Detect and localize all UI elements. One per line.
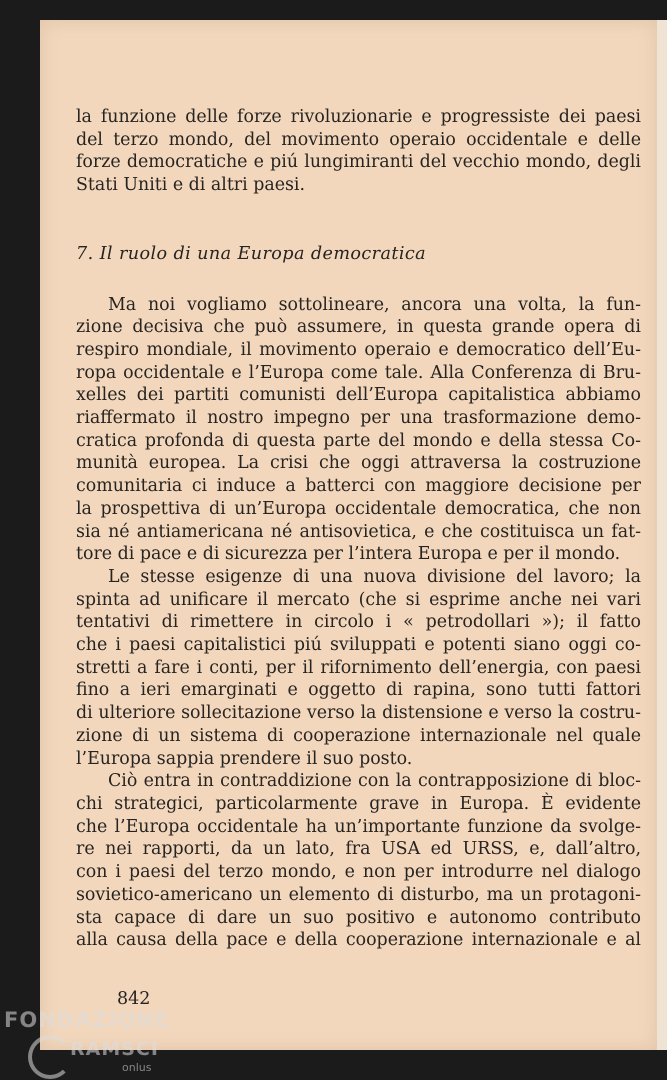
text-line: Le stesse esigenze di una nuova divisione del lavoro; la <box>108 566 641 587</box>
page-edge <box>657 20 667 1050</box>
text-line: comunitaria ci induce a batterci con maggiore decisione per <box>76 476 641 497</box>
text-line: sta capace di dare un suo positivo e autonomo contributo <box>76 907 641 928</box>
paragraph-3 <box>76 770 641 952</box>
text-line: tore di pace e di sicurezza per l’intera Europa e per il mondo. <box>76 544 621 565</box>
text-line: che i paesi capitalistici piú sviluppati e potenti siano oggi co- <box>76 635 641 656</box>
text-line: la prospettiva di un’Europa occidentale democratica, che non <box>76 498 641 519</box>
text-line: respiro mondiale, il movimento operaio e democratico dell’Eu- <box>76 339 641 360</box>
text-line: Ma noi vogliamo sottolineare, ancora una volta, la fun- <box>108 294 641 315</box>
paragraph-2 <box>76 566 641 770</box>
text-line: cratica profonda di questa parte del mondo e della stessa Co- <box>76 430 641 451</box>
text-line: riaffermato il nostro impegno per una trasformazione demo- <box>76 408 641 429</box>
watermark-line-2: RAMSCI <box>70 1038 159 1060</box>
text-line: tentativi di rimettere in circolo i « petrodollari »); il fatto <box>76 612 641 633</box>
text-line: xelles dei partiti comunisti dell’Europa capitalistica abbiamo <box>76 385 641 406</box>
text-line: sia né antiamericana né antisovietica, e che costituisca un fat- <box>76 521 641 542</box>
text-line: fino a ieri emarginati e oggetto di rapina, sono tutti fattori <box>76 680 641 701</box>
text-line: che l’Europa occidentale ha un’importante funzione da svolge- <box>76 816 641 837</box>
text-line: alla causa della pace e della cooperazione internazionale e al <box>76 930 641 951</box>
text-line: munità europea. La crisi che oggi attraversa la costruzione <box>76 453 641 474</box>
paragraph-1 <box>76 294 641 566</box>
fondazione-gramsci-watermark <box>4 1008 174 1076</box>
page-number: 842 <box>117 989 151 1009</box>
text-line: zione di un sistema di cooperazione internazionale nel quale <box>76 725 641 746</box>
text-line: ropa occidentale e l’Europa come tale. Alla Conferenza di Bru- <box>76 362 641 383</box>
section-heading: 7. Il ruolo di una Europa democratica <box>76 243 426 264</box>
watermark-line-1: FONDAZIONE <box>4 1008 171 1032</box>
text-line: la funzione delle forze rivoluzionarie e progressiste dei paesi <box>76 107 641 127</box>
text-line: stretti a fare i conti, per il rifornimento dell’energia, con paesi <box>76 657 641 678</box>
text-line: del terzo mondo, del movimento operaio occidentale e delle <box>76 129 641 150</box>
text-line: Ciò entra in contraddizione con la contrapposizione di bloc- <box>108 771 641 792</box>
text-line: chi strategici, particolarmente grave in Europa. È evidente <box>76 793 641 814</box>
watermark-line-3: onlus <box>122 1061 152 1074</box>
page-text <box>76 106 641 952</box>
intro-paragraph <box>76 106 641 197</box>
text-line: di ulteriore sollecitazione verso la distensione e verso la costru- <box>76 703 641 724</box>
text-line: spinta ad unificare il mercato (che si esprime anche nei vari <box>76 589 641 610</box>
text-line: zione decisiva che può assumere, in questa grande opera di <box>76 317 641 338</box>
watermark-g-logo-icon <box>28 1035 72 1079</box>
text-line: con i paesi del terzo mondo, e non per introdurre nel dialogo <box>76 862 641 883</box>
text-line: forze democratiche e piú lungimiranti del vecchio mondo, degli <box>76 152 641 173</box>
text-line: Stati Uniti e di altri paesi. <box>76 175 306 196</box>
text-line: sovietico-americano un elemento di disturbo, ma un protagoni- <box>76 884 641 905</box>
text-line: l’Europa sappia prendere il suo posto. <box>76 748 413 769</box>
text-line: re nei rapporti, da un lato, fra USA ed URSS, e, dall’altro, <box>76 839 641 860</box>
